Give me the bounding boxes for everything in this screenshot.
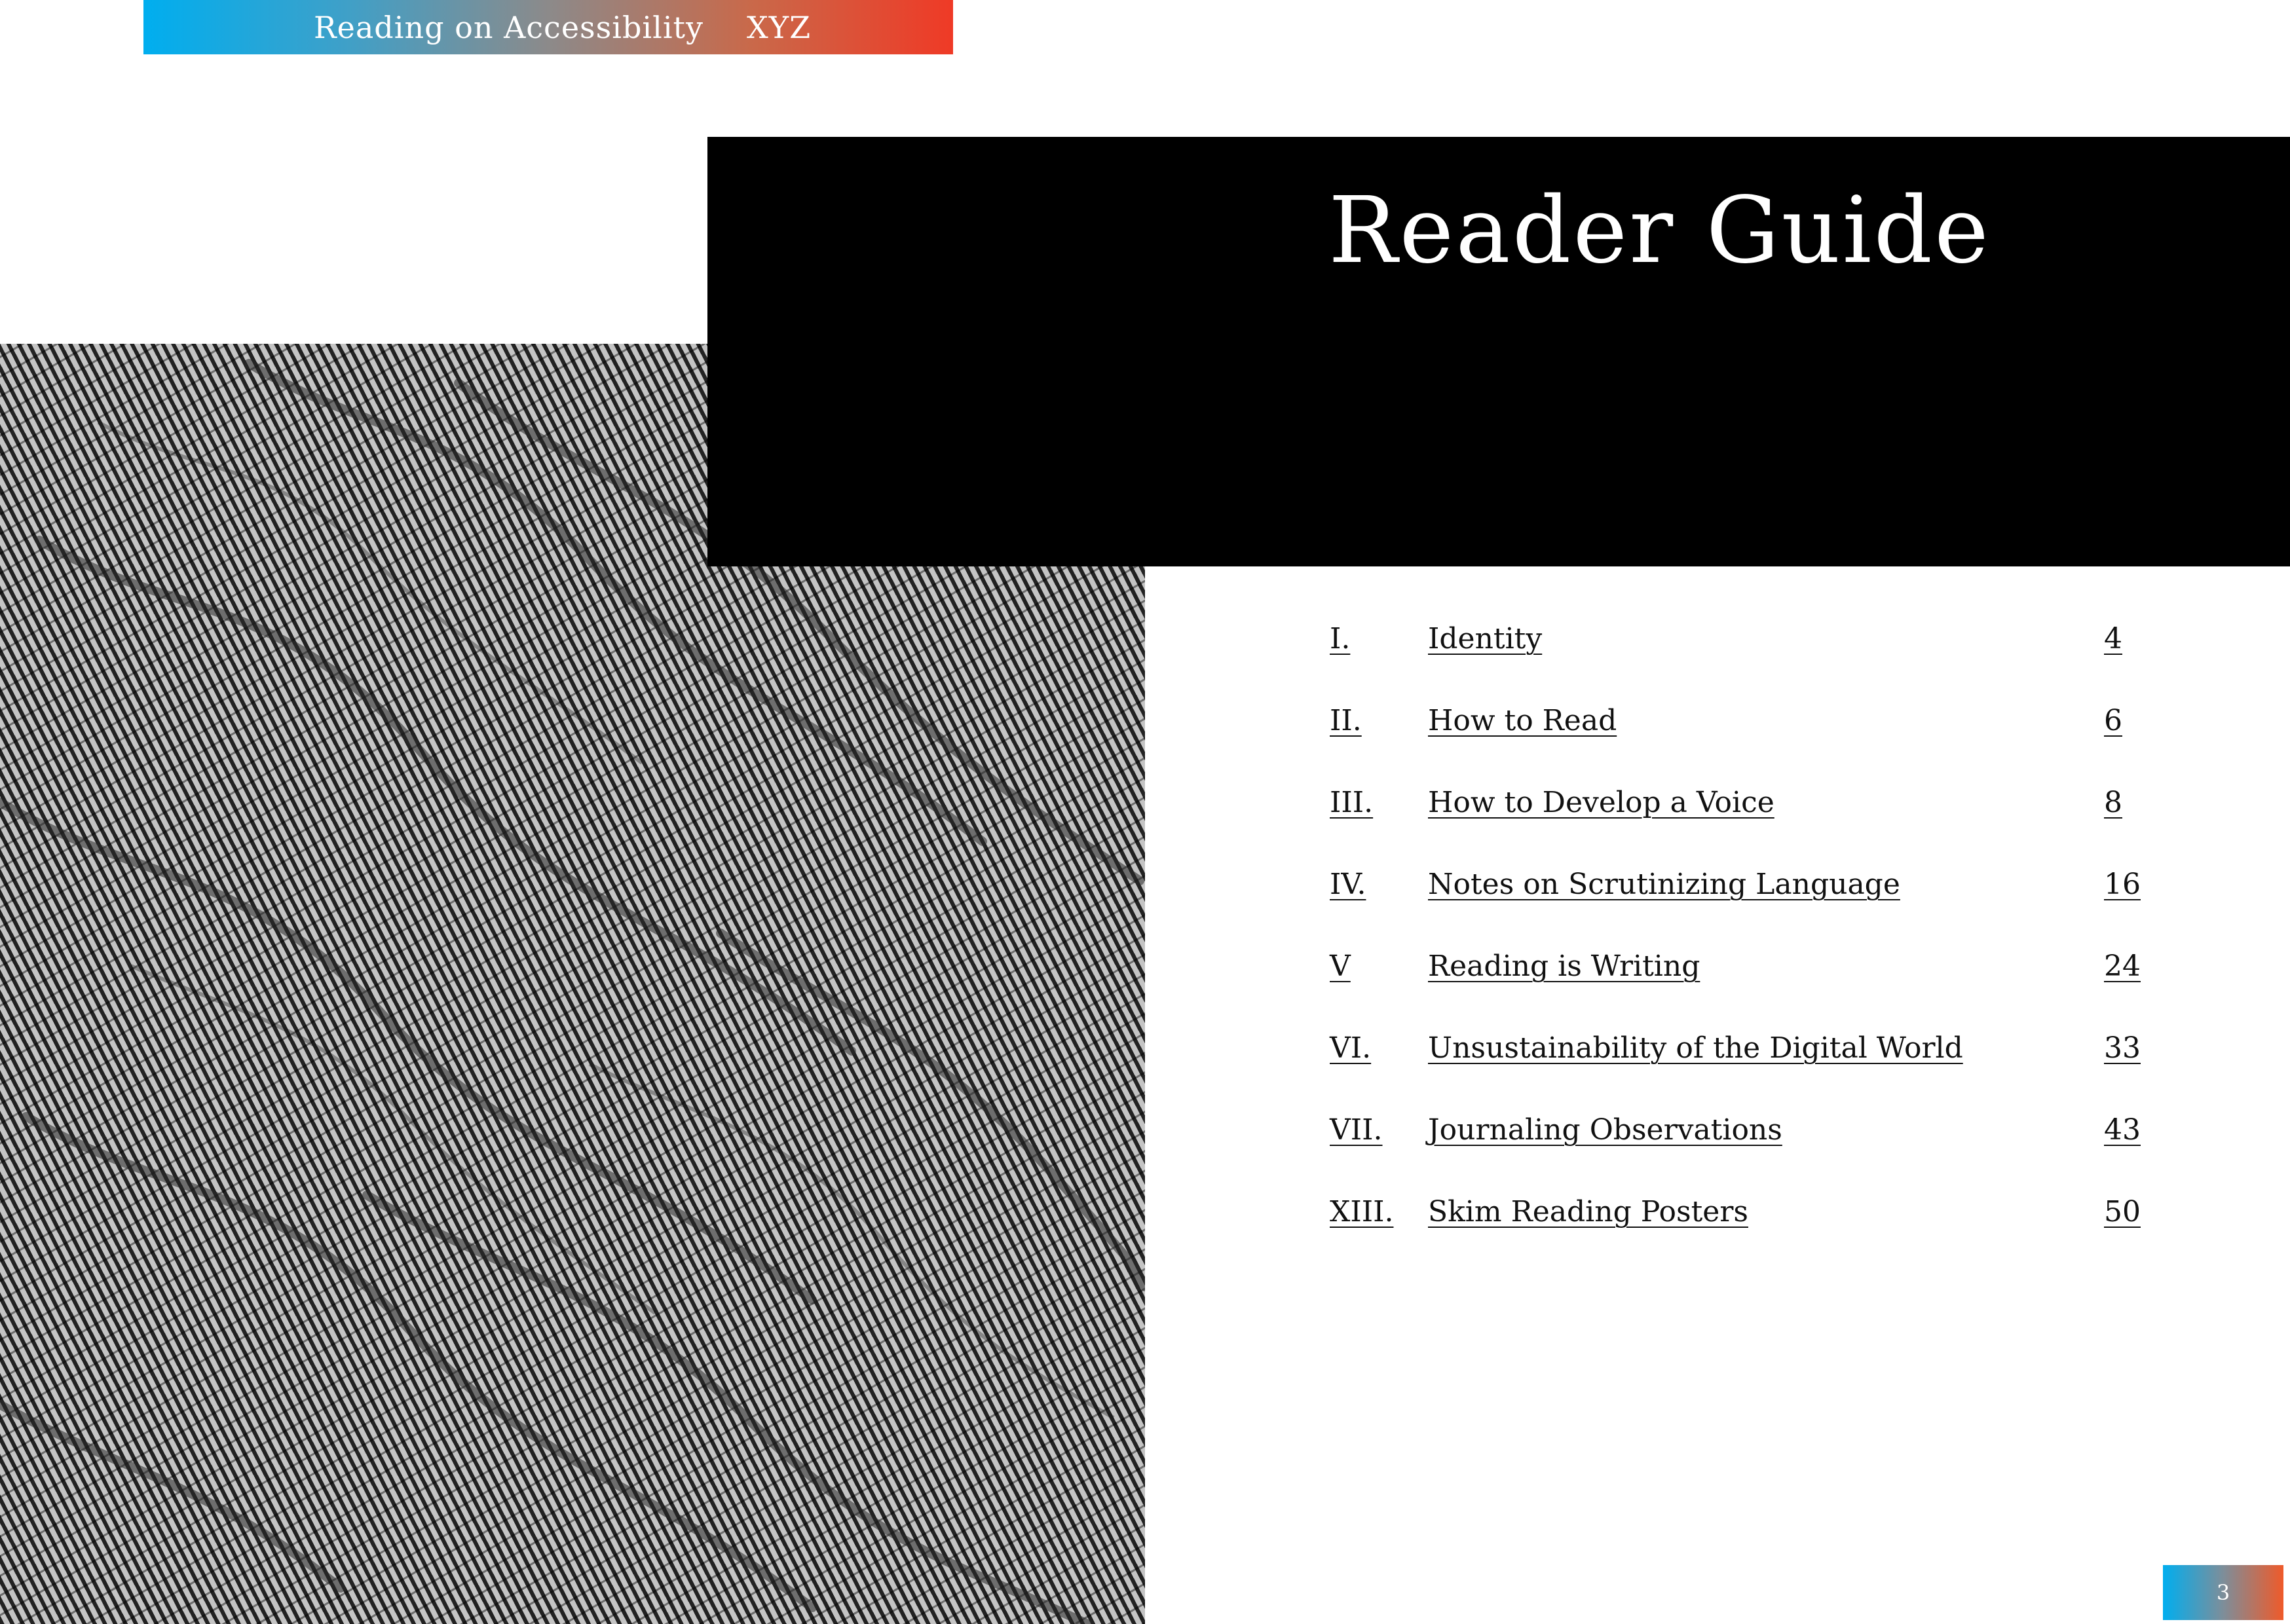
toc-item-skim-reading[interactable] (1330, 1182, 2162, 1264)
toc-item-number: VI. (1330, 1031, 1372, 1065)
toc-item-page[interactable]: 50 (2104, 1195, 2141, 1228)
toc-item-develop-voice[interactable] (1330, 773, 2162, 855)
header-title: Reading on Accessibility (314, 9, 704, 45)
title-block (707, 137, 2290, 566)
toc-item-page[interactable]: 43 (2104, 1113, 2141, 1147)
toc-item-number: VII. (1330, 1113, 1383, 1147)
toc-item-page[interactable]: 8 (2104, 786, 2122, 819)
toc-item-label[interactable]: Unsustainability of the Digital World (1428, 1031, 1963, 1065)
toc-item-label[interactable]: Identity (1428, 622, 1543, 655)
toc-item-page[interactable]: 24 (2104, 950, 2141, 983)
table-of-contents (1330, 609, 2162, 1264)
page-number: 3 (2163, 1565, 2283, 1620)
toc-item-how-to-read[interactable] (1330, 691, 2162, 773)
toc-item-number: V (1330, 950, 1351, 983)
toc-item-label[interactable]: Notes on Scrutinizing Language (1428, 868, 1900, 901)
toc-item-journaling[interactable] (1330, 1100, 2162, 1182)
toc-item-number: I. (1330, 622, 1351, 655)
toc-item-number: XIII. (1330, 1195, 1394, 1228)
toc-item-page[interactable]: 4 (2104, 622, 2122, 655)
header-bar (143, 0, 953, 54)
toc-item-page[interactable]: 33 (2104, 1031, 2141, 1065)
toc-item-page[interactable]: 6 (2104, 704, 2122, 737)
page-title: Reader Guide (1328, 177, 1991, 284)
toc-item-reading-is-writing[interactable] (1330, 936, 2162, 1018)
toc-item-identity[interactable] (1330, 609, 2162, 691)
toc-item-label[interactable]: Skim Reading Posters (1428, 1195, 1748, 1228)
toc-item-label[interactable]: Journaling Observations (1428, 1113, 1782, 1147)
toc-item-label[interactable]: How to Develop a Voice (1428, 786, 1774, 819)
toc-item-number: IV. (1330, 868, 1366, 901)
header-brand: XYZ (747, 9, 812, 45)
toc-item-label[interactable]: Reading is Writing (1428, 950, 1700, 983)
toc-item-scrutinizing-language[interactable] (1330, 855, 2162, 936)
toc-item-label[interactable]: How to Read (1428, 704, 1617, 737)
toc-item-digital-world[interactable] (1330, 1018, 2162, 1100)
toc-item-number: III. (1330, 786, 1374, 819)
toc-item-number: II. (1330, 704, 1362, 737)
toc-item-page[interactable]: 16 (2104, 868, 2141, 901)
